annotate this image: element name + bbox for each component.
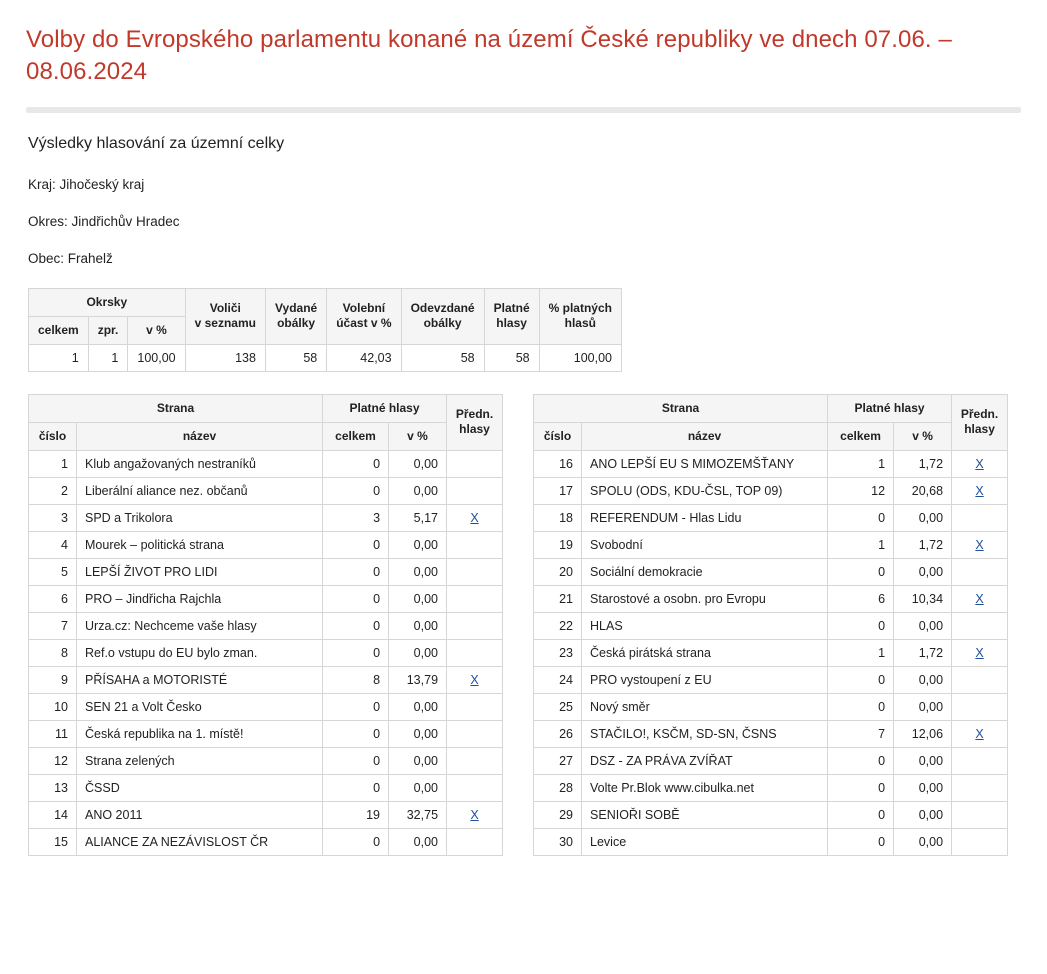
party-votes-percent: 0,00: [389, 531, 447, 558]
preferential-votes-cell: [447, 558, 503, 585]
preferential-votes-link[interactable]: X: [470, 807, 479, 822]
party-name: ALIANCE ZA NEZÁVISLOST ČR: [77, 828, 323, 855]
party-votes-percent: 32,75: [389, 801, 447, 828]
summary-okrsky-celkem: 1: [29, 344, 89, 371]
party-votes-percent: 5,17: [389, 504, 447, 531]
party-name: Ref.o vstupu do EU bylo zman.: [77, 639, 323, 666]
table-row: [534, 504, 1008, 531]
party-votes-percent: 10,34: [894, 585, 952, 612]
preferential-votes-cell[interactable]: [952, 585, 1008, 612]
party-votes-total: 0: [323, 558, 389, 585]
preferential-votes-cell: [447, 774, 503, 801]
party-left-header-row-2: [29, 422, 503, 450]
party-left-header-predn-hlasy: [447, 394, 503, 450]
party-number: 15: [29, 828, 77, 855]
party-votes-total: 0: [828, 801, 894, 828]
party-right-header-strana: Strana: [534, 394, 828, 422]
party-number: 19: [534, 531, 582, 558]
party-votes-total: 0: [828, 504, 894, 531]
table-row: [534, 720, 1008, 747]
party-number: 8: [29, 639, 77, 666]
party-name: Levice: [582, 828, 828, 855]
summary-header-odevzdane-l1: Odevzdané: [410, 301, 475, 316]
party-number: 13: [29, 774, 77, 801]
party-left-header-platne-hlasy: Platné hlasy: [323, 394, 447, 422]
summary-header-ucast-l1: Volební: [342, 301, 386, 316]
table-row: [534, 828, 1008, 855]
party-votes-total: 0: [323, 585, 389, 612]
summary-header-vpct: v %: [128, 316, 185, 344]
party-name: PŘÍSAHA a MOTORISTÉ: [77, 666, 323, 693]
region-obec: Obec: Frahelž: [28, 250, 113, 266]
party-votes-total: 0: [323, 774, 389, 801]
summary-header-pct-platnych-l2: hlasů: [564, 316, 596, 331]
party-votes-percent: 0,00: [389, 558, 447, 585]
party-votes-percent: 0,00: [389, 774, 447, 801]
party-left-header-vpct: v %: [389, 422, 447, 450]
summary-header-odevzdane: [401, 288, 484, 344]
region-kraj: Kraj: Jihočeský kraj: [28, 176, 145, 192]
party-number: 1: [29, 450, 77, 477]
party-right-header-row-2: [534, 422, 1008, 450]
preferential-votes-cell: [952, 666, 1008, 693]
party-number: 22: [534, 612, 582, 639]
party-number: 6: [29, 585, 77, 612]
party-right-body: [534, 450, 1008, 855]
preferential-votes-cell[interactable]: [952, 531, 1008, 558]
party-votes-total: 0: [323, 747, 389, 774]
party-votes-total: 0: [323, 639, 389, 666]
party-number: 14: [29, 801, 77, 828]
party-name: HLAS: [582, 612, 828, 639]
summary-header-odevzdane-l2: obálky: [423, 316, 462, 331]
party-right-header-predn-l2: hlasy: [964, 422, 995, 437]
summary-header-ucast-l2: účast v %: [336, 316, 392, 331]
party-right-header-nazev: název: [582, 422, 828, 450]
table-row: [29, 450, 503, 477]
preferential-votes-link[interactable]: X: [470, 510, 479, 525]
table-row: [29, 531, 503, 558]
table-row: [29, 558, 503, 585]
party-votes-total: 1: [828, 639, 894, 666]
party-votes-total: 12: [828, 477, 894, 504]
summary-header-row-1: [29, 288, 622, 316]
party-votes-total: 0: [828, 693, 894, 720]
party-votes-percent: 0,00: [389, 450, 447, 477]
preferential-votes-cell[interactable]: [447, 801, 503, 828]
party-votes-percent: 0,00: [389, 720, 447, 747]
preferential-votes-cell: [447, 639, 503, 666]
summary-okrsky-zpr: 1: [88, 344, 128, 371]
party-votes-total: 0: [323, 720, 389, 747]
party-left-header-row-1: [29, 394, 503, 422]
party-number: 21: [534, 585, 582, 612]
party-votes-percent: 0,00: [894, 828, 952, 855]
party-name: Strana zelených: [77, 747, 323, 774]
table-row: [534, 747, 1008, 774]
party-table-right: [533, 394, 1008, 856]
party-votes-total: 19: [323, 801, 389, 828]
party-votes-total: 0: [828, 747, 894, 774]
party-name: Česká republika na 1. místě!: [77, 720, 323, 747]
page-title: Volby do Evropského parlamentu konané na území České republiky ve dnech 07.06. – 08.06.2024: [26, 26, 952, 86]
preferential-votes-cell[interactable]: [952, 639, 1008, 666]
party-votes-percent: 13,79: [389, 666, 447, 693]
party-votes-total: 0: [323, 450, 389, 477]
preferential-votes-cell: [447, 450, 503, 477]
party-votes-total: 7: [828, 720, 894, 747]
summary-header-vydane-l2: obálky: [277, 316, 316, 331]
summary-header-pct-platnych-l1: % platných: [548, 301, 612, 316]
preferential-votes-cell[interactable]: [952, 720, 1008, 747]
party-votes-total: 0: [828, 828, 894, 855]
party-number: 12: [29, 747, 77, 774]
party-number: 2: [29, 477, 77, 504]
table-row: [29, 720, 503, 747]
party-name: Česká pirátská strana: [582, 639, 828, 666]
party-right-header-predn-hlasy: [952, 394, 1008, 450]
party-right-header-predn-l1: Předn.: [960, 407, 999, 422]
section-title: Výsledky hlasování za územní celky: [28, 134, 285, 152]
party-votes-percent: 0,00: [389, 828, 447, 855]
party-left-header-predn-l2: hlasy: [459, 422, 490, 437]
party-left-header-nazev: název: [77, 422, 323, 450]
party-votes-percent: 0,00: [894, 693, 952, 720]
party-votes-percent: 0,00: [894, 747, 952, 774]
table-row: [534, 585, 1008, 612]
party-left-header-strana: Strana: [29, 394, 323, 422]
summary-header-volici-l2: v seznamu: [194, 316, 256, 331]
party-votes-percent: 0,00: [894, 666, 952, 693]
preferential-votes-cell: [952, 801, 1008, 828]
party-number: 3: [29, 504, 77, 531]
summary-table: [28, 288, 622, 372]
party-votes-total: 3: [323, 504, 389, 531]
table-row: [534, 450, 1008, 477]
preferential-votes-cell[interactable]: [447, 504, 503, 531]
party-name: PRO vystoupení z EU: [582, 666, 828, 693]
party-name: Svobodní: [582, 531, 828, 558]
party-table-left: [28, 394, 503, 856]
party-name: Sociální demokracie: [582, 558, 828, 585]
region-okres: Okres: Jindřichův Hradec: [28, 213, 180, 229]
party-votes-percent: 20,68: [894, 477, 952, 504]
preferential-votes-cell: [447, 747, 503, 774]
preferential-votes-link[interactable]: X: [975, 537, 984, 552]
summary-header-vydane-l1: Vydané: [274, 301, 318, 316]
party-name: STAČILO!, KSČM, SD-SN, ČSNS: [582, 720, 828, 747]
party-number: 25: [534, 693, 582, 720]
table-row: [534, 531, 1008, 558]
party-left-header-cislo: číslo: [29, 422, 77, 450]
table-row: [534, 639, 1008, 666]
party-votes-percent: 0,00: [389, 639, 447, 666]
table-row: [29, 666, 503, 693]
preferential-votes-link[interactable]: X: [975, 591, 984, 606]
table-row: [534, 477, 1008, 504]
party-number: 9: [29, 666, 77, 693]
party-number: 20: [534, 558, 582, 585]
party-name: Urza.cz: Nechceme vaše hlasy: [77, 612, 323, 639]
preferential-votes-link[interactable]: X: [975, 483, 984, 498]
party-name: ČSSD: [77, 774, 323, 801]
party-votes-percent: 0,00: [894, 612, 952, 639]
party-name: Nový směr: [582, 693, 828, 720]
party-votes-total: 8: [323, 666, 389, 693]
summary-header-platne-l2: hlasy: [496, 316, 527, 331]
party-votes-percent: 0,00: [389, 747, 447, 774]
table-row: [29, 774, 503, 801]
party-votes-total: 1: [828, 531, 894, 558]
party-name: PRO – Jindřicha Rajchla: [77, 585, 323, 612]
party-number: 5: [29, 558, 77, 585]
summary-pct-platnych: 100,00: [539, 344, 621, 371]
summary-header-volici-l1: Voliči: [209, 301, 241, 316]
party-votes-total: 0: [323, 612, 389, 639]
party-votes-percent: 1,72: [894, 639, 952, 666]
party-number: 17: [534, 477, 582, 504]
preferential-votes-cell: [447, 477, 503, 504]
party-left-body: [29, 450, 503, 855]
party-votes-percent: 0,00: [894, 504, 952, 531]
party-right-header-celkem: celkem: [828, 422, 894, 450]
party-number: 4: [29, 531, 77, 558]
summary-header-pct-platnych: [539, 288, 621, 344]
party-votes-percent: 1,72: [894, 450, 952, 477]
party-votes-percent: 1,72: [894, 531, 952, 558]
party-votes-percent: 0,00: [894, 558, 952, 585]
party-name: SENIOŘI SOBĚ: [582, 801, 828, 828]
table-row: [534, 612, 1008, 639]
summary-platne: 58: [484, 344, 539, 371]
party-name: Mourek – politická strana: [77, 531, 323, 558]
party-votes-total: 0: [323, 531, 389, 558]
preferential-votes-cell: [952, 504, 1008, 531]
summary-volici: 138: [185, 344, 265, 371]
preferential-votes-cell[interactable]: [447, 666, 503, 693]
preferential-votes-cell: [447, 612, 503, 639]
party-left-header-predn-l1: Předn.: [455, 407, 494, 422]
party-number: 10: [29, 693, 77, 720]
party-right-header-vpct: v %: [894, 422, 952, 450]
party-name: Liberální aliance nez. občanů: [77, 477, 323, 504]
party-name: SEN 21 a Volt Česko: [77, 693, 323, 720]
preferential-votes-link[interactable]: X: [975, 726, 984, 741]
summary-odevzdane: 58: [401, 344, 484, 371]
table-row: [29, 639, 503, 666]
party-number: 29: [534, 801, 582, 828]
summary-header-platne-l1: Platné: [493, 301, 530, 316]
party-number: 27: [534, 747, 582, 774]
party-votes-total: 0: [323, 477, 389, 504]
party-name: LEPŠÍ ŽIVOT PRO LIDI: [77, 558, 323, 585]
party-votes-total: 0: [828, 558, 894, 585]
party-name: Starostové a osobn. pro Evropu: [582, 585, 828, 612]
preferential-votes-cell: [952, 693, 1008, 720]
preferential-votes-link[interactable]: X: [975, 456, 984, 471]
party-number: 26: [534, 720, 582, 747]
table-row: [29, 747, 503, 774]
summary-data-row: [29, 344, 622, 371]
summary-vydane: 58: [265, 344, 326, 371]
party-name: SPD a Trikolora: [77, 504, 323, 531]
party-votes-total: 0: [828, 612, 894, 639]
party-number: 24: [534, 666, 582, 693]
party-number: 11: [29, 720, 77, 747]
preferential-votes-cell: [952, 774, 1008, 801]
preferential-votes-cell: [447, 693, 503, 720]
title-divider: [26, 107, 1021, 113]
party-votes-percent: 0,00: [894, 801, 952, 828]
party-name: Klub angažovaných nestraníků: [77, 450, 323, 477]
preferential-votes-cell: [952, 828, 1008, 855]
preferential-votes-cell[interactable]: [952, 450, 1008, 477]
preferential-votes-cell: [952, 612, 1008, 639]
table-row: [534, 693, 1008, 720]
party-votes-percent: 0,00: [389, 612, 447, 639]
party-votes-percent: 0,00: [389, 477, 447, 504]
table-row: [29, 801, 503, 828]
party-votes-total: 1: [828, 450, 894, 477]
party-votes-total: 6: [828, 585, 894, 612]
preferential-votes-link[interactable]: X: [975, 645, 984, 660]
party-votes-percent: 0,00: [389, 585, 447, 612]
table-row: [534, 801, 1008, 828]
table-row: [29, 828, 503, 855]
party-votes-percent: 12,06: [894, 720, 952, 747]
preferential-votes-cell: [447, 531, 503, 558]
preferential-votes-link[interactable]: X: [470, 672, 479, 687]
party-number: 18: [534, 504, 582, 531]
party-number: 7: [29, 612, 77, 639]
party-votes-total: 0: [323, 693, 389, 720]
table-row: [29, 585, 503, 612]
party-number: 30: [534, 828, 582, 855]
table-row: [29, 477, 503, 504]
party-right-header-row-1: [534, 394, 1008, 422]
party-number: 28: [534, 774, 582, 801]
party-left-header-celkem: celkem: [323, 422, 389, 450]
preferential-votes-cell: [447, 585, 503, 612]
table-row: [534, 666, 1008, 693]
party-votes-total: 0: [828, 774, 894, 801]
party-right-header-platne-hlasy: Platné hlasy: [828, 394, 952, 422]
summary-ucast: 42,03: [327, 344, 401, 371]
summary-header-ucast: [327, 288, 401, 344]
party-name: SPOLU (ODS, KDU-ČSL, TOP 09): [582, 477, 828, 504]
party-number: 16: [534, 450, 582, 477]
preferential-votes-cell[interactable]: [952, 477, 1008, 504]
preferential-votes-cell: [952, 558, 1008, 585]
table-row: [534, 774, 1008, 801]
party-votes-percent: 0,00: [389, 693, 447, 720]
party-right-header-cislo: číslo: [534, 422, 582, 450]
party-number: 23: [534, 639, 582, 666]
summary-okrsky-vpct: 100,00: [128, 344, 185, 371]
summary-header-platne: [484, 288, 539, 344]
preferential-votes-cell: [952, 747, 1008, 774]
summary-header-zpr: zpr.: [88, 316, 128, 344]
party-name: Volte Pr.Blok www.cibulka.net: [582, 774, 828, 801]
table-row: [29, 612, 503, 639]
summary-header-vydane: [265, 288, 326, 344]
party-tables-row: [28, 394, 1021, 856]
preferential-votes-cell: [447, 720, 503, 747]
party-votes-percent: 0,00: [894, 774, 952, 801]
party-name: REFERENDUM - Hlas Lidu: [582, 504, 828, 531]
summary-header-celkem: celkem: [29, 316, 89, 344]
party-votes-total: 0: [828, 666, 894, 693]
table-row: [29, 693, 503, 720]
party-name: ANO LEPŠÍ EU S MIMOZEMŠŤANY: [582, 450, 828, 477]
summary-header-okrsky: Okrsky: [29, 288, 186, 316]
summary-header-volici: [185, 288, 265, 344]
party-votes-total: 0: [323, 828, 389, 855]
party-name: ANO 2011: [77, 801, 323, 828]
party-name: DSZ - ZA PRÁVA ZVÍŘAT: [582, 747, 828, 774]
preferential-votes-cell: [447, 828, 503, 855]
table-row: [29, 504, 503, 531]
table-row: [534, 558, 1008, 585]
